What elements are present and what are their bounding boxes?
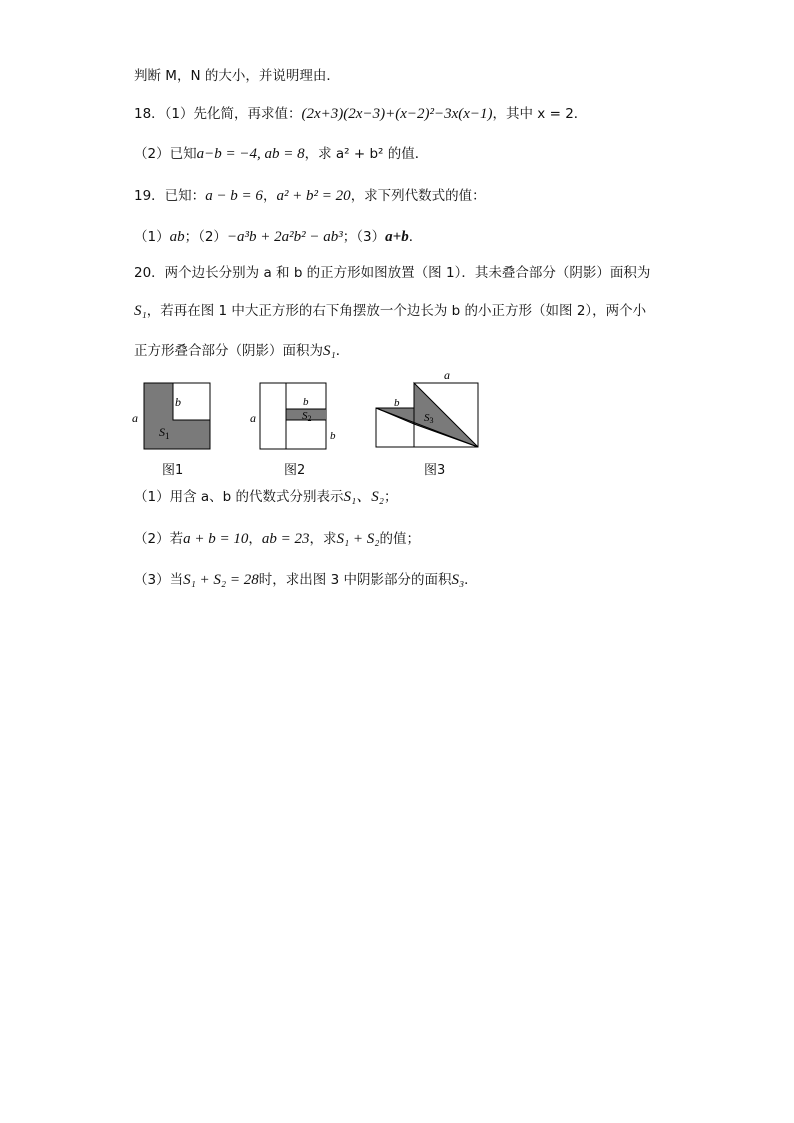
- q20-b-text: ，若再在图 1 中大正方形的右下角摆放一个边长为 b 的小正方形（如图 2），两个小: [146, 303, 647, 319]
- q20-c-end: ．: [335, 343, 350, 359]
- fig3-label-s: S3: [424, 412, 434, 425]
- q20-3-prefix: （3）当: [134, 572, 184, 588]
- q20-2-suffix: 的值；: [379, 531, 421, 547]
- q19-prefix: 19．已知：: [134, 188, 206, 204]
- fig1-label-b: b: [175, 395, 181, 409]
- fig2-caption: 图2: [284, 463, 306, 478]
- q19-m2: −a³b + 2a²b² − ab³: [226, 229, 343, 245]
- q20-b-math: S₁: [134, 303, 147, 319]
- fig3-label-a: a: [444, 368, 450, 382]
- q19-m1: ab: [169, 229, 185, 245]
- question-20-part-3: [134, 570, 478, 590]
- q19-condition-1: a − b = 6: [205, 188, 263, 204]
- question-19: [134, 186, 486, 206]
- q20-2-math3: S₁ + S₂: [336, 531, 380, 547]
- figure-2: [246, 378, 346, 456]
- fig3-label-b: b: [394, 397, 400, 409]
- fig3-caption: 图3: [424, 463, 446, 478]
- q20-c-math: S₁: [323, 343, 336, 359]
- q18-1-suffix: ，其中 x = 2．: [492, 106, 588, 122]
- q20-1-math: S₁、S₂: [343, 489, 384, 505]
- question-20-part-2: [134, 529, 420, 549]
- q20-2-mid: ，: [248, 531, 262, 547]
- q20-3-mid: 时，求出图 3 中阴影部分的面积: [258, 572, 452, 588]
- q19-suffix: ，求下列代数式的值：: [350, 188, 486, 204]
- q20-2-prefix: （2）若: [134, 531, 184, 547]
- q20-2-math1: a + b = 10: [183, 531, 249, 547]
- q20-c-text: 正方形叠合部分（阴影）面积为: [134, 343, 323, 359]
- fig2-label-s: S2: [302, 410, 312, 423]
- question-19-parts: [134, 227, 422, 247]
- q18-1-expression: (2x+3)(2x−3)+(x−2)²−3x(x−1): [301, 106, 493, 122]
- fig1-caption: 图1: [162, 463, 184, 478]
- q19-p3: ；（3）: [342, 229, 386, 245]
- q18-2-suffix: ，求 a² + b² 的值．: [304, 146, 429, 162]
- figure-3: [370, 366, 485, 456]
- q19-mid: ，: [262, 188, 277, 204]
- q19-p2: ；（2）: [184, 229, 227, 245]
- question-20-line-2: [134, 301, 646, 321]
- fig2-label-a: a: [250, 411, 256, 425]
- q19-p1: （1）: [134, 229, 170, 245]
- fig2-label-b-right: b: [330, 430, 336, 442]
- q18-1-prefix: 18．（1）先化简，再求值：: [134, 106, 302, 122]
- q20-3-math2: S₃: [451, 572, 465, 588]
- q20-3-math: S₁ + S₂ = 28: [183, 572, 259, 588]
- question-20-line-3: [134, 341, 349, 361]
- question-18-part-1: [134, 104, 587, 124]
- fig2-label-b-top: b: [303, 396, 309, 408]
- q18-2-condition: a−b = −4, ab = 8: [196, 146, 305, 162]
- figure-1: [128, 378, 218, 456]
- fig1-label-a: a: [132, 411, 138, 425]
- text-line-intro: [134, 66, 340, 86]
- q20-2-mid2: ，求: [309, 531, 337, 547]
- q19-m3: a+b: [385, 229, 409, 245]
- question-20-part-1: [134, 487, 397, 507]
- q19-end: ．: [408, 229, 423, 245]
- q19-condition-2: a² + b² = 20: [276, 188, 351, 204]
- q20-a-text: 20．两个边长分别为 a 和 b 的正方形如图放置（图 1）．其未叠合部分（阴影）面积为: [134, 265, 651, 281]
- intro-text: 判断 M，N 的大小，并说明理由．: [134, 68, 340, 84]
- fig1-label-s: $S_1$: [159, 425, 170, 441]
- question-20-line-1: [134, 263, 650, 283]
- question-18-part-2: [134, 144, 428, 164]
- q20-1-end: ；: [383, 489, 398, 505]
- q20-1-text: （1）用含 a、b 的代数式分别表示: [134, 489, 344, 505]
- q20-2-math2: ab = 23: [261, 531, 310, 547]
- q18-2-prefix: （2）已知: [134, 146, 197, 162]
- q20-3-end: ．: [464, 572, 478, 588]
